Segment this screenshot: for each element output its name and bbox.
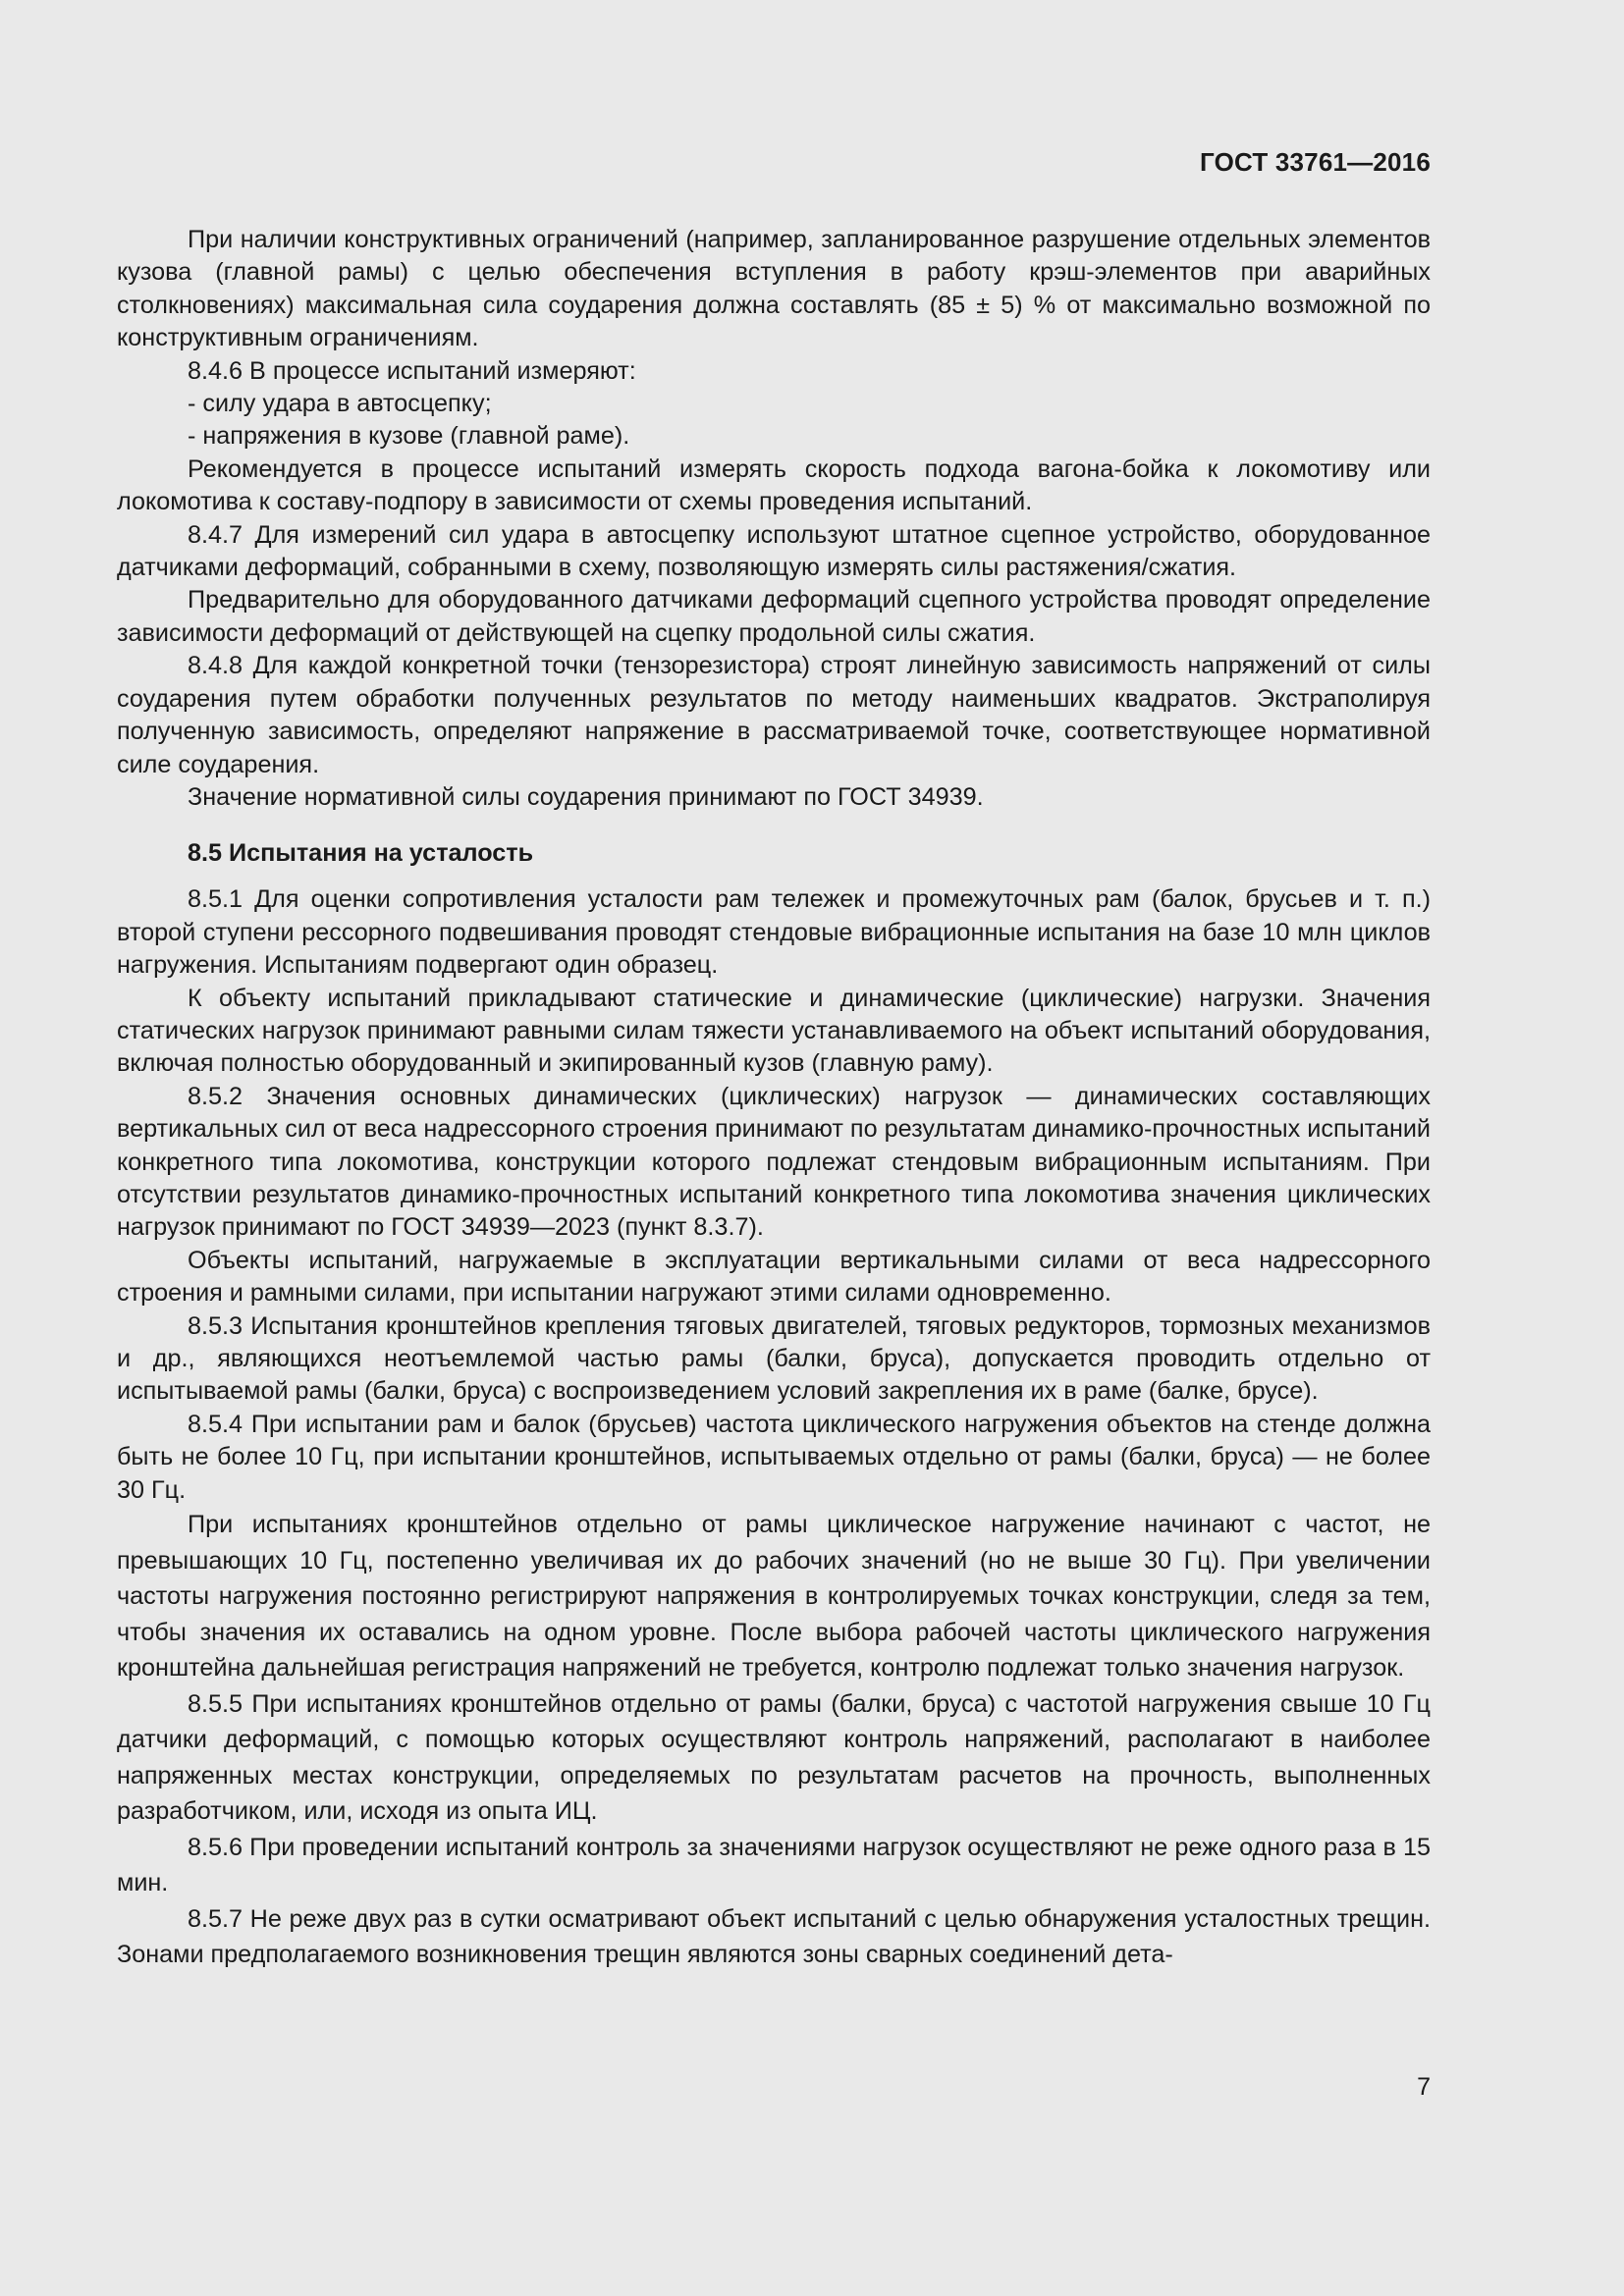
list-item: - силу удара в автосцепку; bbox=[188, 390, 492, 418]
paragraph-bracket-frequency: При испытаниях кронштейнов отдельно от рамы циклическое нагружение начинают с частот, не превышающих 10 Гц, постепенно увеличивая их до рабочих значений (но не выше 30 Гц). При увеличении частоты нагружения постоянно регистрируют напряжения в контролируемых точках конструкции, следя за тем, чтобы значения их оставались на одном уровне. После выбора рабочей частоты циклического нагружения кронштейна дальнейшая регистрация напряжений не требуется, контролю подлежат только значения нагрузок. bbox=[117, 1511, 1431, 1682]
clause-8-5-5: 8.5.5 При испытаниях кронштейнов отдельно от рамы (балки, бруса) с частотой нагружения свыше 10 Гц датчики деформаций, с помощью которых осуществляют контроль напряжений, располагают в наиболее напряженных местах конструкции, определяемых по результатам расчетов на прочность, выполненных разработчиком, или, исходя из опыта ИЦ. bbox=[117, 1689, 1431, 1826]
paragraph-simultaneous-loading: Объекты испытаний, нагружаемые в эксплуатации вертикальными силами от веса надрессорного строения и рамными силами, при испытании нагружают этими силами одновременно. bbox=[117, 1246, 1431, 1308]
paragraph-normative-force: Значение нормативной силы соударения принимают по ГОСТ 34939. bbox=[188, 782, 984, 811]
paragraph-constraints: При наличии конструктивных ограничений (например, запланированное разрушение отдельных элементов кузова (главной рамы) с целью обеспечения вступления в работу крэш-элементов при аварийных столкновениях) максимальная сила соударения должна составлять (85 ± 5) % от максимально возможной по конструктивным ограничениям. bbox=[117, 226, 1431, 352]
clause-8-5-3: 8.5.3 Испытания кронштейнов крепления тяговых двигателей, тяговых редукторов, тормозных механизмов и др., являющихся неотъемлемой частью рамы (балки, бруса), допускается проводить отдельно от испытываемой рамы (балки, бруса) с воспроизведением условий закрепления их в раме (балке, брусе). bbox=[117, 1311, 1431, 1406]
page-number: 7 bbox=[1417, 2073, 1431, 2101]
clause-8-5-7: 8.5.7 Не реже двух раз в сутки осматривают объект испытаний с целью обнаружения усталостных трещин. Зонами предполагаемого возникновения трещин являются зоны сварных соединений дета- bbox=[117, 1904, 1431, 1969]
clause-8-5-1: 8.5.1 Для оценки сопротивления усталости рам тележек и промежуточных рам (балок, брусьев и т. п.) второй ступени рессорного подвешивания проводят стендовые вибрационные испытания на базе 10 млн циклов нагружения. Испытаниям подвергают один образец. bbox=[117, 885, 1431, 980]
list-item: - напряжения в кузове (главной раме). bbox=[188, 422, 630, 451]
clause-8-4-7: 8.4.7 Для измерений сил удара в автосцепку используют штатное сцепное устройство, оборудованное датчиками деформаций, собранными в схему, позволяющую измерять силы растяжения/сжатия. bbox=[117, 520, 1431, 582]
section-heading: 8.5 Испытания на усталость bbox=[188, 839, 534, 868]
paragraph-preliminary: Предварительно для оборудованного датчиками деформаций сцепного устройства проводят определение зависимости деформаций от действующей на сцепку продольной силы сжатия. bbox=[117, 586, 1431, 647]
paragraph-recommendation: Рекомендуется в процессе испытаний измерять скорость подхода вагона-бойка к локомотиву или локомотива к составу-подпору в зависимости от схемы проведения испытаний. bbox=[117, 454, 1431, 516]
document-body bbox=[117, 224, 1431, 1973]
paragraph-static-loads: К объекту испытаний прикладывают статические и динамические (циклические) нагрузки. Значения статических нагрузок принимают равными силам тяжести устанавливаемого на объект испытаний оборудования, включая полностью оборудованный и экипированный кузов (главную раму). bbox=[117, 984, 1431, 1078]
document-id-header: ГОСТ 33761—2016 bbox=[1200, 147, 1431, 177]
clause-8-4-6: 8.4.6 В процессе испытаний измеряют: bbox=[188, 356, 636, 385]
clause-8-5-2: 8.5.2 Значения основных динамических (циклических) нагрузок — динамических составляющих вертикальных сил от веса надрессорного строения принимают по результатам динамико-прочностных испытаний конкретного типа локомотива, конструкции которого подлежат стендовым вибрационным испытаниям. При отсутствии результатов динамико-прочностных испытаний конкретного типа локомотива значения циклических нагрузок принимают по ГОСТ 34939—2023 (пункт 8.3.7). bbox=[117, 1082, 1431, 1242]
clause-8-4-8: 8.4.8 Для каждой конкретной точки (тензорезистора) строят линейную зависимость напряжений от силы соударения путем обработки полученных результатов по методу наименьших квадратов. Экстраполируя полученную зависимость, определяют напряжение в рассматриваемой точке, соответствующее нормативной силе соударения. bbox=[117, 652, 1431, 778]
clause-8-5-6: 8.5.6 При проведении испытаний контроль за значениями нагрузок осуществляют не реже одного раза в 15 мин. bbox=[117, 1833, 1431, 1897]
clause-8-5-4: 8.5.4 При испытании рам и балок (брусьев) частота циклического нагружения объектов на стенде должна быть не более 10 Гц, при испытании кронштейнов, испытываемых отдельно от рамы (балки, бруса) — не более 30 Гц. bbox=[117, 1410, 1431, 1504]
